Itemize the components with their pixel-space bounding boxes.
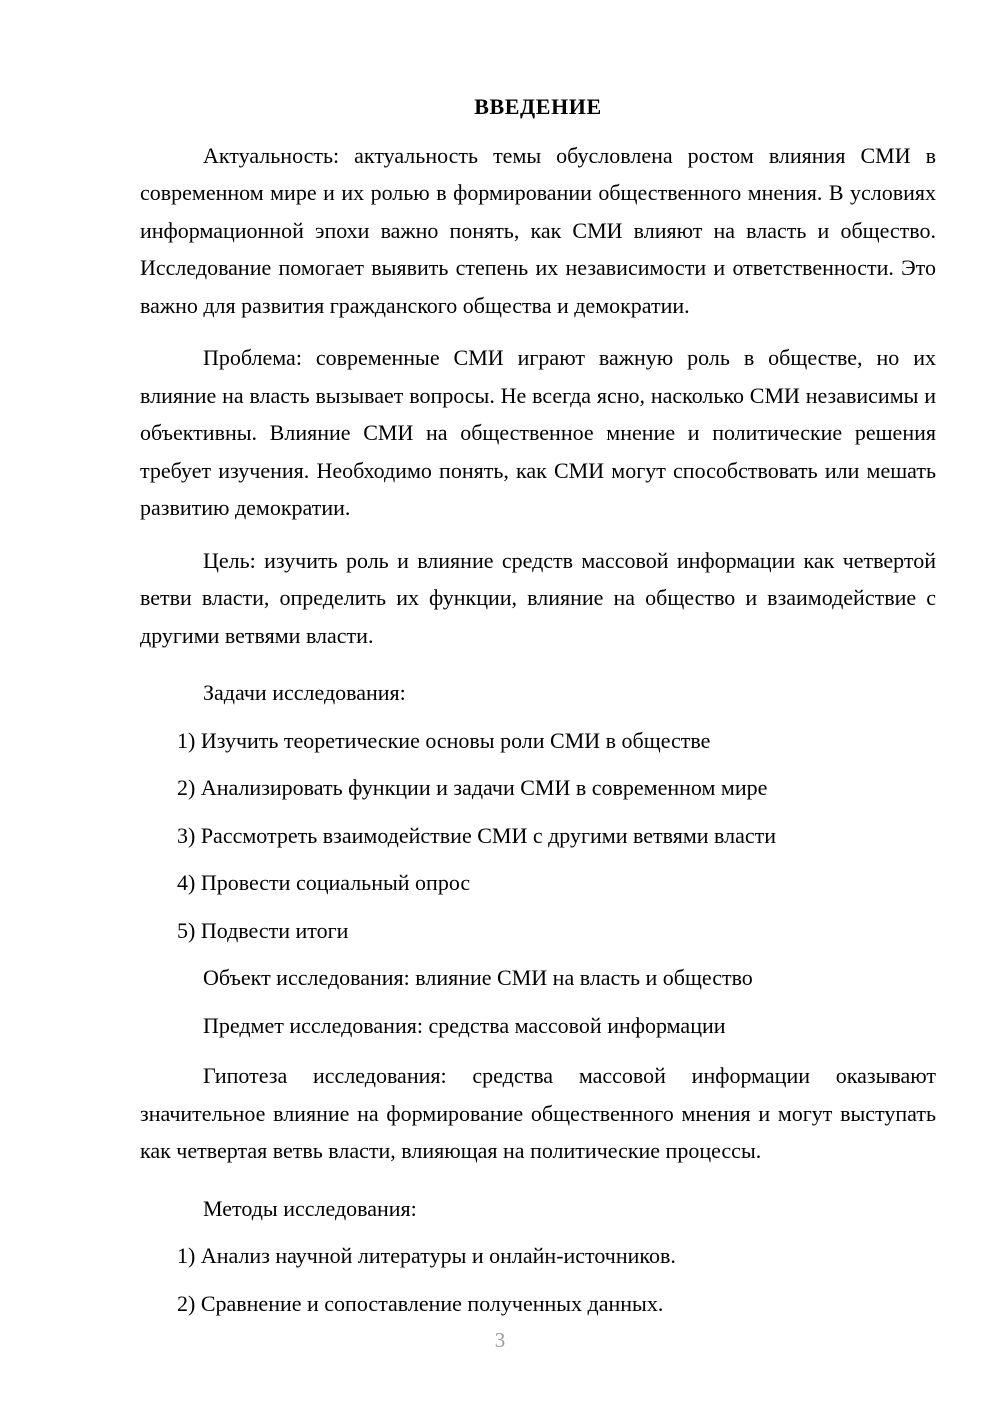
paragraph-spacer (140, 1177, 936, 1185)
list-item: 4) Провести социальный опрос (177, 870, 471, 895)
paragraph-spacer (140, 1049, 936, 1057)
list-item: 1) Анализ научной литературы и онлайн-источников. (177, 1243, 676, 1268)
methods-heading: Методы исследования: (203, 1195, 417, 1221)
paragraph-hypothesis: Гипотеза исследования: средства массовой информации оказывают значительное влияние на формирование общественного мнения и могут выступать как четвертая ветвь власти, влияющая на политические процессы. (140, 1063, 936, 1163)
list-item: 1) Изучить теоретические основы роли СМИ в обществе (177, 727, 711, 753)
list-item: 2) Анализировать функции и задачи СМИ в современном мире (177, 775, 768, 800)
page-number: 3 (494, 1328, 506, 1352)
paragraph-goal: Цель: изучить роль и влияние средств массовой информации как четвертой ветви власти, определить их функции, влияние на общество и взаимодействие с другими ветвями власти. (140, 547, 936, 648)
paragraph-relevance: Актуальность: актуальность темы обусловлена ростом влияния СМИ в современном мире и их ролью в формировании общественного мнения. В условиях информационной эпохи важно понять, как СМИ влияют на власть и общество. Исследование помогает выявить степень их независимости и ответственности. Это важно для развития гражданского общества и демократии. (140, 142, 936, 318)
document-body (140, 88, 936, 1327)
list-item: 2) Сравнение и сопоставление полученных данных. (177, 1290, 664, 1316)
list-item: 5) Подвести итоги (177, 917, 349, 943)
paragraph-problem: Проблема: современные СМИ играют важную роль в обществе, но их влияние на власть вызывает вопросы. Не всегда ясно, насколько СМИ независимы и объективны. Влияние СМИ на общественное мнение и политические решения требует изучения. Необходимо понять, как СМИ могут способствовать или мешать развитию демократии. (140, 345, 936, 520)
list-item: 3) Рассмотреть взаимодействие СМИ с другими ветвями власти (177, 822, 777, 848)
tasks-heading: Задачи исследования: (203, 680, 406, 705)
paragraph-spacer (140, 331, 936, 339)
methods-list (140, 1232, 936, 1327)
page-title: ВВЕДЕНИЕ (474, 94, 602, 119)
paragraph-spacer (140, 534, 936, 542)
research-object-line: Объект исследования: влияние СМИ на власть и общество (203, 965, 753, 990)
paragraph-spacer (140, 661, 936, 669)
tasks-list (140, 717, 936, 955)
research-subject-line: Предмет исследования: средства массовой информации (203, 1012, 726, 1038)
